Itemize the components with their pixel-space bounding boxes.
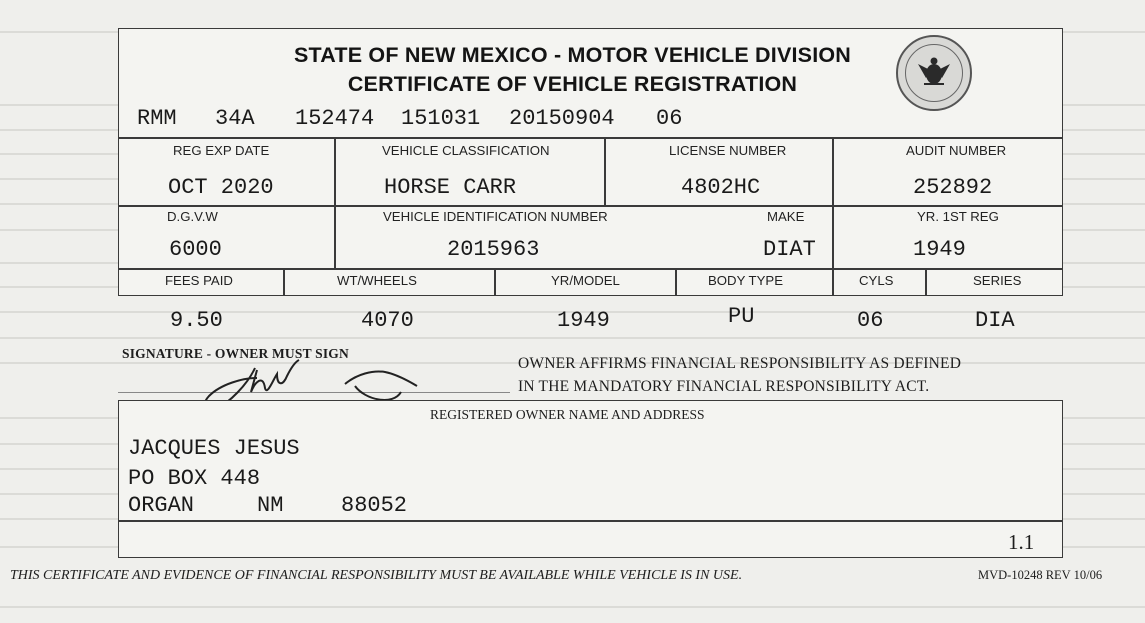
yr-model-label: YR/MODEL <box>551 273 620 288</box>
yr-1st-reg-value: 1949 <box>913 237 966 262</box>
dgvw-label: D.G.V.W <box>167 209 218 224</box>
body-type-value: PU <box>728 304 755 329</box>
document-subtitle: CERTIFICATE OF VEHICLE REGISTRATION <box>347 72 798 96</box>
owner-divider <box>118 520 1063 522</box>
record-code-1: RMM <box>137 106 177 131</box>
yr-1st-reg-label: YR. 1ST REG <box>917 209 999 224</box>
owner-zip: 88052 <box>341 493 408 518</box>
record-code-2: 34A <box>215 106 255 131</box>
audit-number-label: AUDIT NUMBER <box>906 143 1007 158</box>
column-divider <box>675 268 677 296</box>
affirmation-line-2: IN THE MANDATORY FINANCIAL RESPONSIBILITY ACT. <box>518 378 930 395</box>
fees-paid-value: 9.50 <box>170 308 223 333</box>
vin-value: 2015963 <box>447 237 540 262</box>
owner-name: JACQUES JESUS <box>128 436 300 461</box>
column-divider <box>334 137 336 205</box>
fees-paid-label: FEES PAID <box>165 273 233 288</box>
record-code-5: 20150904 <box>509 106 615 131</box>
signature-label: SIGNATURE - OWNER MUST SIGN <box>122 346 349 361</box>
row-divider <box>118 268 1063 270</box>
version-number: 1.1 <box>1008 530 1035 554</box>
reg-exp-date-label: REG EXP DATE <box>173 143 270 158</box>
license-number-label: LICENSE NUMBER <box>669 143 787 158</box>
cyls-label: CYLS <box>859 273 894 288</box>
make-value: DIAT <box>763 237 816 262</box>
vin-label: VEHICLE IDENTIFICATION NUMBER <box>383 209 608 224</box>
owner-city: ORGAN <box>128 493 195 518</box>
row-divider <box>118 205 1063 207</box>
record-code-3: 152474 <box>295 106 375 131</box>
audit-number-value: 252892 <box>913 175 993 200</box>
record-code-4: 151031 <box>401 106 481 131</box>
vehicle-classification-label: VEHICLE CLASSIFICATION <box>382 143 550 158</box>
license-number-value: 4802HC <box>681 175 761 200</box>
column-divider <box>925 268 927 296</box>
reg-exp-date-value: OCT 2020 <box>168 175 274 200</box>
body-type-label: BODY TYPE <box>708 273 784 288</box>
row-divider <box>118 137 1063 139</box>
record-code-6: 06 <box>656 106 683 131</box>
affirmation-line-1: OWNER AFFIRMS FINANCIAL RESPONSIBILITY AS DEFINED <box>518 355 962 372</box>
column-divider <box>494 268 496 296</box>
owner-state: NM <box>257 493 284 518</box>
yr-model-value: 1949 <box>557 308 610 333</box>
vehicle-classification-value: HORSE CARR <box>384 175 517 200</box>
footer-notice: THIS CERTIFICATE AND EVIDENCE OF FINANCIAL RESPONSIBILITY MUST BE AVAILABLE WHILE VEHICLE IS IN USE. <box>10 568 743 583</box>
series-label: SERIES <box>973 273 1022 288</box>
owner-address: PO BOX 448 <box>128 466 261 491</box>
cyls-value: 06 <box>857 308 884 333</box>
series-value: DIA <box>975 308 1015 333</box>
state-seal-icon <box>896 35 972 111</box>
wt-wheels-value: 4070 <box>361 308 414 333</box>
column-divider <box>283 268 285 296</box>
form-number: MVD-10248 REV 10/06 <box>978 568 1103 582</box>
make-label: MAKE <box>767 209 805 224</box>
owner-label: REGISTERED OWNER NAME AND ADDRESS <box>430 407 705 422</box>
document-title: STATE OF NEW MEXICO - MOTOR VEHICLE DIVISION <box>293 43 852 67</box>
column-divider <box>832 268 834 296</box>
column-divider <box>604 137 606 205</box>
dgvw-value: 6000 <box>169 237 222 262</box>
wt-wheels-label: WT/WHEELS <box>337 273 417 288</box>
column-divider <box>832 137 834 205</box>
column-divider <box>334 205 336 268</box>
column-divider <box>832 205 834 268</box>
